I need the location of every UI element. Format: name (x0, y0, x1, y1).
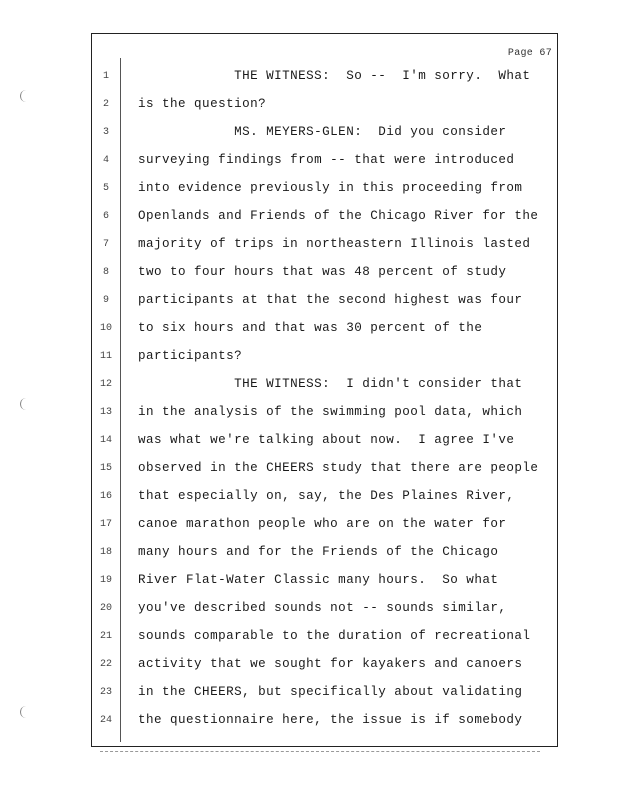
line-number: 15 (99, 463, 112, 474)
line-number: 4 (102, 155, 109, 166)
transcript-line: that especially on, say, the Des Plaines River, (138, 489, 515, 503)
transcript-line: participants at that the second highest was four (138, 293, 523, 307)
transcript-line: in the CHEERS, but specifically about validating (138, 685, 523, 699)
transcript-line: you've described sounds not -- sounds similar, (138, 601, 507, 615)
transcript-line: into evidence previously in this proceeding from (138, 181, 523, 195)
line-number: 8 (102, 267, 109, 278)
line-number: 22 (99, 659, 112, 670)
line-number: 12 (99, 379, 112, 390)
transcript-line: canoe marathon people who are on the water for (138, 517, 507, 531)
line-number: 21 (99, 631, 112, 642)
transcript-line: participants? (138, 349, 243, 363)
transcript-line: activity that we sought for kayakers and canoers (138, 657, 523, 671)
line-number: 23 (99, 687, 112, 698)
line-number: 11 (99, 351, 112, 362)
transcript-line: to six hours and that was 30 percent of the (138, 321, 483, 335)
line-number: 13 (99, 407, 112, 418)
line-number: 17 (99, 519, 112, 530)
line-number: 6 (102, 211, 109, 222)
transcript-line: THE WITNESS: I didn't consider that (138, 377, 523, 391)
transcript-line: the questionnaire here, the issue is if somebody (138, 713, 523, 727)
transcript-line: two to four hours that was 48 percent of study (138, 265, 507, 279)
line-number: 1 (102, 71, 109, 82)
line-number: 10 (99, 323, 112, 334)
line-number: 24 (99, 715, 112, 726)
line-number: 2 (102, 99, 109, 110)
transcript-line: observed in the CHEERS study that there are people (138, 461, 539, 475)
page-number: Page 67 (507, 48, 552, 59)
transcript-line: is the question? (138, 97, 267, 111)
transcript-line: sounds comparable to the duration of recreational (138, 629, 531, 643)
line-number: 3 (102, 127, 109, 138)
line-number: 9 (102, 295, 109, 306)
punch-hole-mark (20, 398, 27, 410)
line-number: 5 (102, 183, 109, 194)
line-number: 16 (99, 491, 112, 502)
line-number: 14 (99, 435, 112, 446)
transcript-line: surveying findings from -- that were introduced (138, 153, 515, 167)
bottom-scan-line (100, 751, 540, 752)
transcript-line: many hours and for the Friends of the Chicago (138, 545, 499, 559)
line-number: 7 (102, 239, 109, 250)
transcript-line: River Flat-Water Classic many hours. So what (138, 573, 499, 587)
transcript-line: Openlands and Friends of the Chicago River for the (138, 209, 539, 223)
transcript-line: in the analysis of the swimming pool data, which (138, 405, 523, 419)
punch-hole-mark (20, 90, 27, 102)
line-number: 18 (99, 547, 112, 558)
transcript-line: majority of trips in northeastern Illinois lasted (138, 237, 531, 251)
line-number: 20 (99, 603, 112, 614)
line-number-margin-rule (120, 58, 121, 742)
transcript-line: THE WITNESS: So -- I'm sorry. What (138, 69, 531, 83)
line-number: 19 (99, 575, 112, 586)
transcript-line: MS. MEYERS-GLEN: Did you consider (138, 125, 507, 139)
transcript-line: was what we're talking about now. I agree I've (138, 433, 515, 447)
punch-hole-mark (20, 706, 27, 718)
